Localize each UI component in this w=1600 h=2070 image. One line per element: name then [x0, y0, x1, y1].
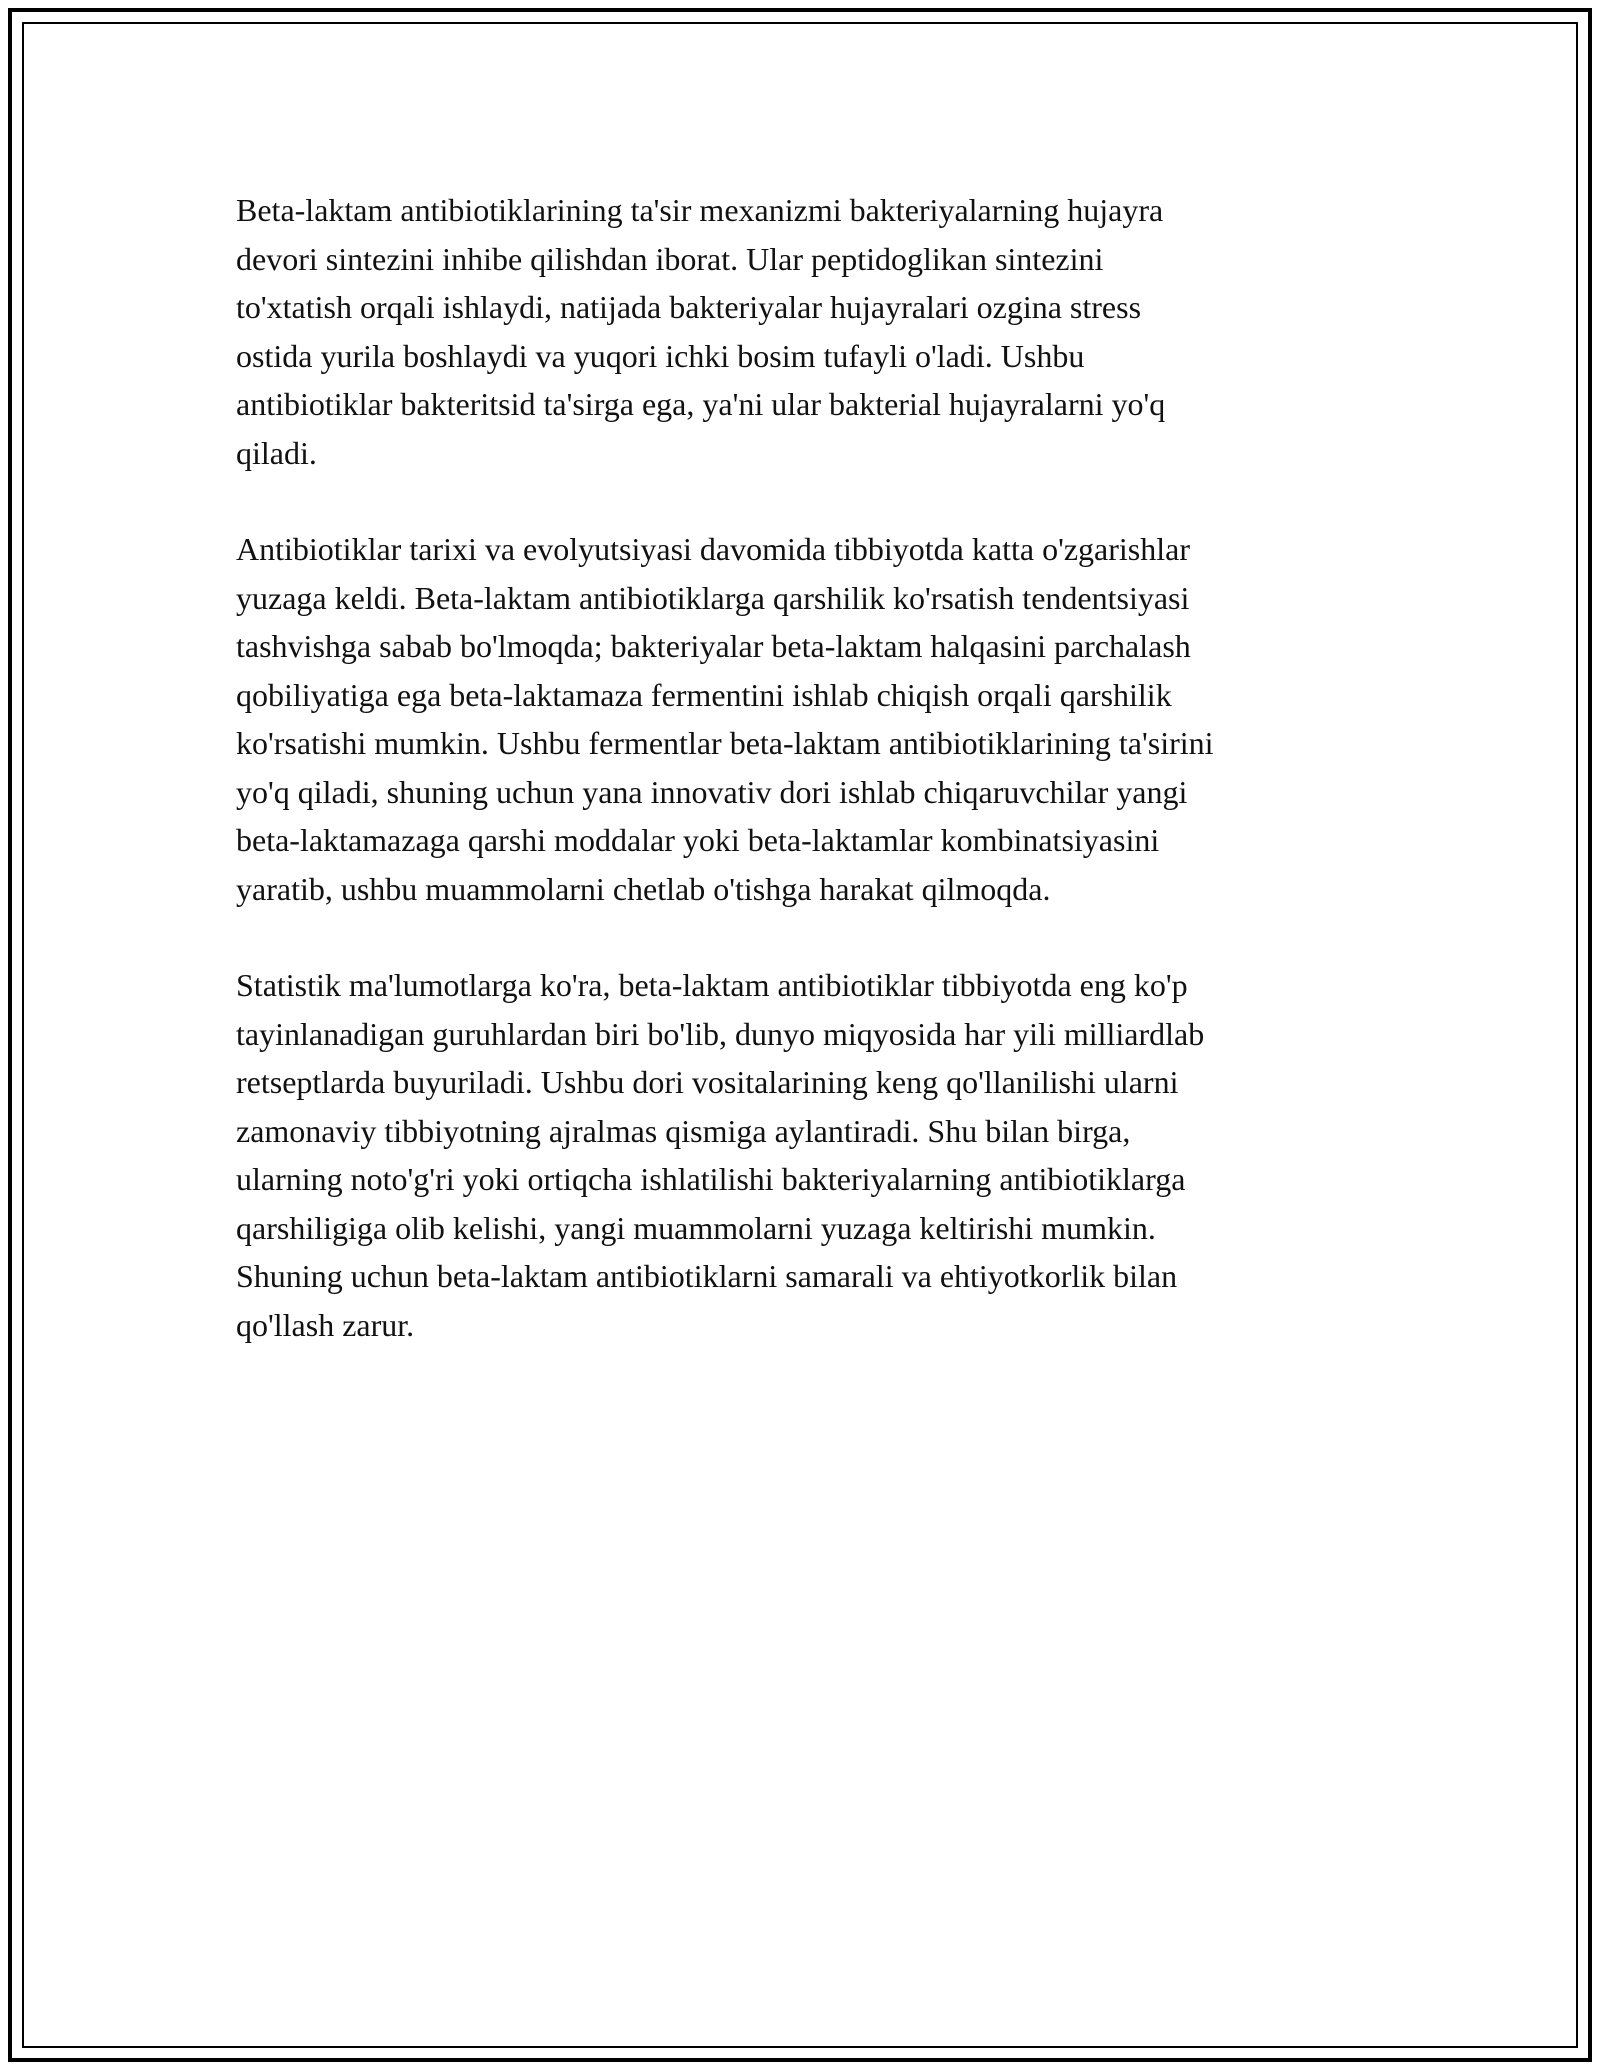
paragraph-resistance-history: Antibiotiklar tarixi va evolyutsiyasi davomida tibbiyotda katta o'zgarishlar yuzaga keldi. Beta-laktam antibiotiklarga qarshilik ko'rsatish tendentsiyasi tashvishga sabab bo'lmoqda; bakteriyalar beta-laktam halqasini parchalash qobiliyatiga ega beta-laktamaza fermentini ishlab chiqish orqali qarshilik ko'rsatishi mumkin. Ushbu fermentlar beta-laktam antibiotiklarining ta'sirini yo'q qiladi, shuning uchun yana innovativ dori ishlab chiqaruvchilar yangi beta-laktamazaga qarshi moddalar yoki beta-laktamlar kombinatsiyasini yaratib, ushbu muammolarni chetlab o'tishga harakat qilmoqda. [236, 531, 1214, 907]
paragraph-mechanism: Beta-laktam antibiotiklarining ta'sir mexanizmi bakteriyalarning hujayra devori sintezini inhibe qilishdan iborat. Ular peptidoglikan sintezini to'xtatish orqali ishlaydi, natijada bakteriyalar hujayralari ozgina stress ostida yurila boshlaydi va yuqori ichki bosim tufayli o'ladi. Ushbu antibiotiklar bakteritsid ta'sirga ega, ya'ni ular bakterial hujayralarni yo'q qiladi. [236, 192, 1166, 471]
paragraph-statistics: Statistik ma'lumotlarga ko'ra, beta-laktam antibiotiklar tibbiyotda eng ko'p tayinlanadigan guruhlardan biri bo'lib, dunyo miqyosida har yili milliardlab retseptlarda buyuriladi. Ushbu dori vositalarining keng qo'llanilishi ularni zamonaviy tibbiyotning ajralmas qismiga aylantiradi. Shu bilan birga, ularning noto'g'ri yoki ortiqcha ishlatilishi bakteriyalarning antibiotiklarga qarshiligiga olib kelishi, yangi muammolarni yuzaga keltirishi mumkin. Shuning uchun beta-laktam antibiotiklarni samarali va ehtiyotkorlik bilan qo'llash zarur. [236, 967, 1205, 1343]
document-body [236, 186, 1356, 1397]
